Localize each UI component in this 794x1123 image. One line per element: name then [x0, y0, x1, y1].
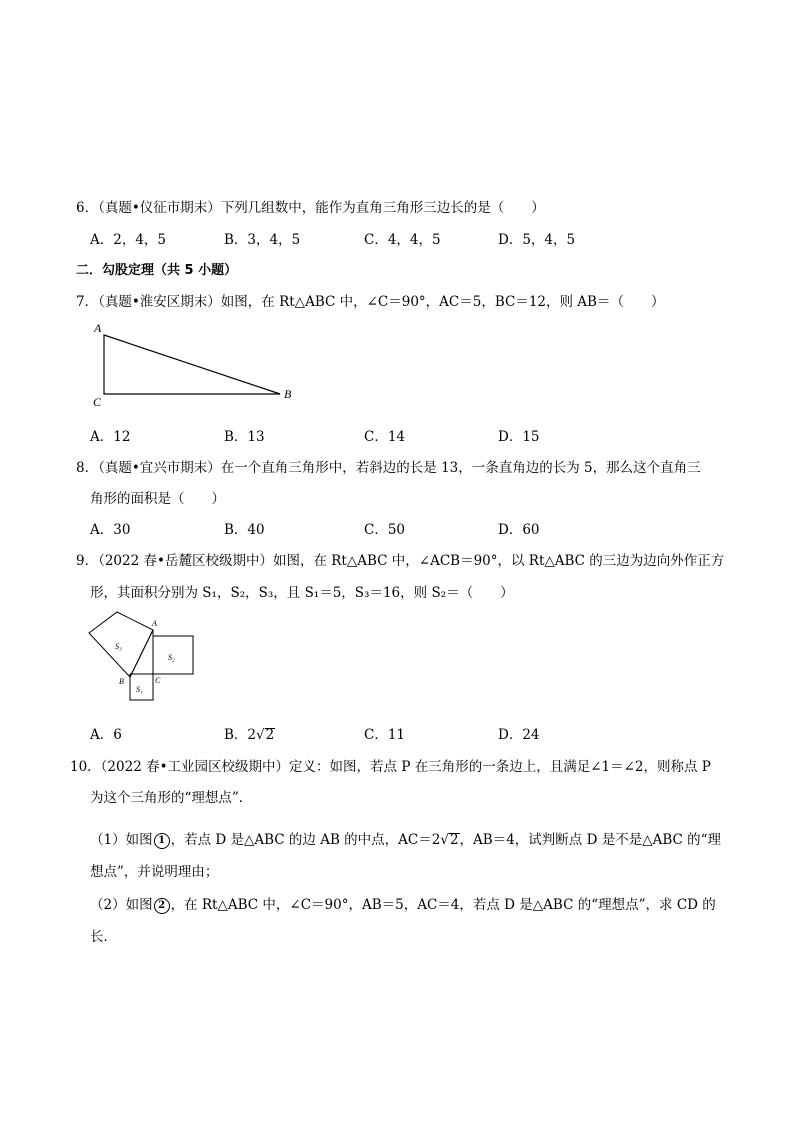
q9-label-a: A	[152, 619, 157, 628]
q6-option-a: A．2，4，5	[90, 232, 167, 248]
q9-label-s3: S₃	[115, 642, 122, 651]
q9-option-b-radicand: 2	[265, 727, 275, 743]
q9-label-s2: S₂	[168, 653, 175, 662]
q9-squares-figure	[88, 604, 200, 706]
q6-option-d: D．5，4，5	[498, 232, 576, 248]
q9-option-b: B．2√2	[224, 727, 275, 743]
section-heading: 二．勾股定理（共 5 小题）	[76, 263, 238, 278]
q7-label-b: B	[284, 387, 292, 401]
q9-label-c: C	[155, 676, 161, 685]
q7-label-c: C	[93, 395, 102, 409]
q8-option-a: A．30	[90, 522, 131, 538]
q10-part2-line1: （2）如图 2 ，在 Rt△ABC 中，∠C＝90°，AB＝5，AC＝4，若点 D 是△ABC 的“理想点”，求 CD 的	[90, 897, 716, 913]
q7-option-a: A．12	[90, 429, 131, 445]
q10-part2-line2: 长．	[90, 929, 117, 945]
q7-triangle-figure	[88, 318, 308, 414]
q10-stem-line2: 为这个三角形的“理想点”．	[90, 790, 253, 806]
q9-label-b: B	[119, 677, 124, 686]
q7-option-b: B．13	[224, 429, 265, 445]
q6-stem: 6．（真题•仪征市期末）下列几组数中，能作为直角三角形三边长的是（ ）	[76, 200, 545, 216]
q6-option-c: C．4，4，5	[364, 232, 441, 248]
figure-1-marker: 1	[154, 833, 170, 849]
q10-part1-line2: 想点”，并说明理由；	[90, 864, 219, 880]
q9-stem-line1: 9．（2022 春•岳麓区校级期中）如图，在 Rt△ABC 中，∠ACB＝90°，以 Rt△ABC 的三边为边向外作正方	[76, 553, 725, 569]
q10-stem-line1: 10．（2022 春•工业园区校级期中）定义：如图，若点 P 在三角形的一条边上，且满足∠1＝∠2，则称点 P	[70, 759, 711, 775]
q6-option-b: B．3，4，5	[224, 232, 301, 248]
q9-option-d: D．24	[498, 727, 540, 743]
q9-label-s1: S₁	[136, 685, 143, 694]
q8-stem-line1: 8．（真题•宜兴市期末）在一个直角三角形中，若斜边的长是 13，一条直角边的长为 5，那么这个直角三	[76, 460, 701, 476]
q7-label-a: A	[94, 321, 102, 335]
q9-option-a: A．6	[90, 727, 122, 743]
q7-triangle	[104, 335, 280, 394]
q9-option-c: C．11	[364, 727, 406, 743]
q10-part1-line1: （1）如图 1 ，若点 D 是△ABC 的边 AB 的中点，AC＝2√2，AB＝4，试判断点 D 是不是△ABC 的“理	[90, 832, 722, 848]
q7-option-c: C．14	[364, 429, 406, 445]
q8-stem-line2: 角形的面积是（ ）	[90, 491, 225, 507]
q9-stem-line2: 形，其面积分别为 S₁，S₂，S₃，且 S₁＝5，S₃＝16，则 S₂＝（ ）	[90, 585, 514, 601]
q8-option-c: C．50	[364, 522, 406, 538]
q7-stem: 7．（真题•淮安区期末）如图，在 Rt△ABC 中，∠C＝90°，AC＝5，BC＝12，则 AB＝（ ）	[76, 294, 665, 310]
q8-option-d: D．60	[498, 522, 540, 538]
q7-option-d: D．15	[498, 429, 540, 445]
q8-option-b: B．40	[224, 522, 265, 538]
figure-2-marker: 2	[154, 898, 170, 914]
